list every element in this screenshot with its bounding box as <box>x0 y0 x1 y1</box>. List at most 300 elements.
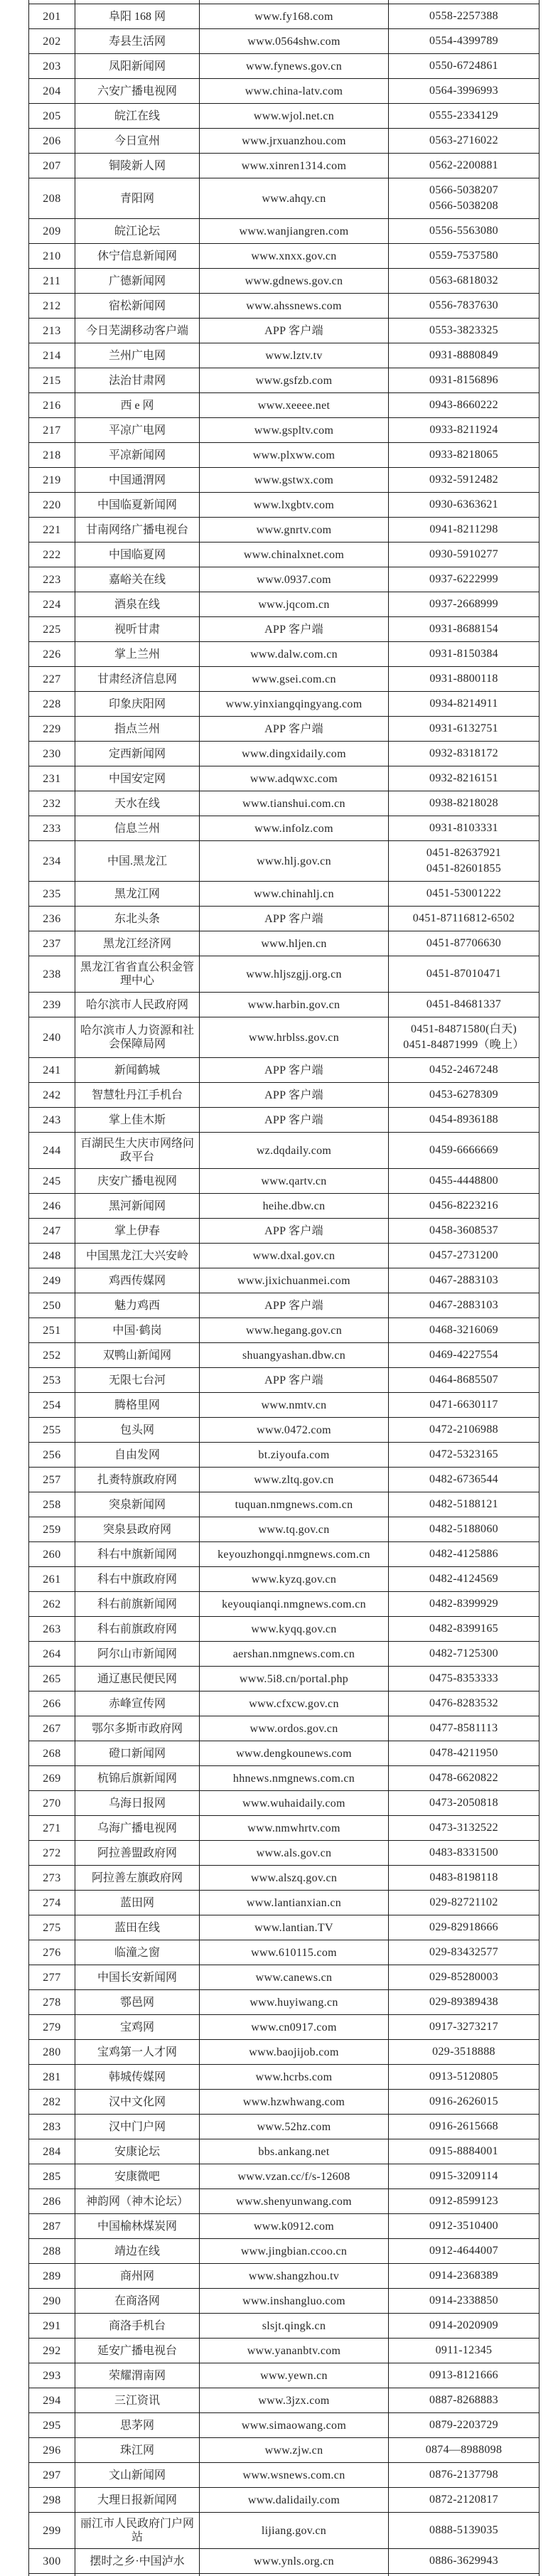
site-name-cell: 凤阳新闻网 <box>75 54 200 79</box>
row-number-cell: 219 <box>29 468 75 493</box>
row-number-cell: 265 <box>29 1667 75 1691</box>
phone-number: 0476-8283532 <box>391 1696 537 1711</box>
site-url-cell: www.nmwhrtv.com <box>200 1816 389 1841</box>
site-url-cell: www.chinalxnet.com <box>200 543 389 567</box>
site-name-cell: 青阳网 <box>75 178 200 219</box>
site-url-cell: www.jingbian.ccoo.cn <box>200 2239 389 2264</box>
phone-number: 0472-5323165 <box>391 1447 537 1463</box>
table-row <box>29 667 539 692</box>
phone-cell <box>389 543 539 567</box>
row-number-cell: 235 <box>29 882 75 907</box>
phone-cell <box>389 882 539 907</box>
table-row <box>29 2488 539 2513</box>
row-number-cell: 213 <box>29 319 75 343</box>
site-url-cell: www.dxal.gov.cn <box>200 1244 389 1268</box>
phone-cell <box>389 1268 539 1293</box>
site-url-cell: www.wanjiangren.com <box>200 219 389 244</box>
row-number-cell: 263 <box>29 1617 75 1642</box>
table-row <box>29 1716 539 1741</box>
row-number-cell: 227 <box>29 667 75 692</box>
site-name-cell: 在商洛网 <box>75 2289 200 2314</box>
phone-number: 0937-2668999 <box>391 597 537 612</box>
site-url-cell: hhnews.nmgnews.com.cn <box>200 1766 389 1791</box>
row-number-cell: 262 <box>29 1592 75 1617</box>
row-number-cell: 290 <box>29 2289 75 2314</box>
phone-number: 0483-8198118 <box>391 1870 537 1886</box>
table-row <box>29 104 539 129</box>
site-name-cell: 中国·鹤岗 <box>75 1318 200 1343</box>
phone-cell <box>389 79 539 104</box>
phone-cell <box>389 1667 539 1691</box>
site-url-cell: www.zjw.cn <box>200 2438 389 2463</box>
phone-cell <box>389 1990 539 2015</box>
phone-number: 0941-8211298 <box>391 522 537 538</box>
phone-cell <box>389 2189 539 2214</box>
site-url-cell: slsjt.qingk.cn <box>200 2314 389 2339</box>
phone-number: 0564-3996993 <box>391 83 537 99</box>
site-name-cell: 新闻鹤城 <box>75 1058 200 1083</box>
site-name-cell: 安康微吧 <box>75 2164 200 2189</box>
phone-number: 0478-6620822 <box>391 1770 537 1786</box>
site-url-cell: APP 客户端 <box>200 717 389 742</box>
phone-cell <box>389 1418 539 1443</box>
site-url-cell: www.wuhaidaily.com <box>200 1791 389 1816</box>
site-url-cell: www.gsei.com.cn <box>200 667 389 692</box>
phone-cell <box>389 4 539 29</box>
row-number-cell: 264 <box>29 1642 75 1667</box>
phone-number: 0451-87706630 <box>391 936 537 951</box>
table-row <box>29 2549 539 2574</box>
phone-cell <box>389 1318 539 1343</box>
phone-number: 0451-82601855 <box>391 861 537 877</box>
row-number-cell: 239 <box>29 993 75 1017</box>
table-row <box>29 791 539 816</box>
site-name-cell: 包头网 <box>75 1418 200 1443</box>
phone-cell <box>389 1915 539 1940</box>
phone-cell <box>389 667 539 692</box>
row-number-cell: 261 <box>29 1567 75 1592</box>
site-url-cell: www.gdnews.gov.cn <box>200 269 389 294</box>
table-row <box>29 2339 539 2363</box>
site-name-cell: 黑龙江经济网 <box>75 931 200 956</box>
table-row <box>29 642 539 667</box>
phone-cell <box>389 1741 539 1766</box>
site-url-cell: www.inshangluo.com <box>200 2289 389 2314</box>
phone-number: 0455-4448800 <box>391 1173 537 1189</box>
phone-number: 0471-6630117 <box>391 1397 537 1413</box>
phone-number: 0916-2626015 <box>391 2094 537 2110</box>
site-url-cell: wz.dqdaily.com <box>200 1133 389 1169</box>
site-url-cell: APP 客户端 <box>200 1083 389 1108</box>
site-url-cell: www.qartv.cn <box>200 1169 389 1194</box>
phone-cell <box>389 617 539 642</box>
site-url-cell: www.yewn.cn <box>200 2363 389 2388</box>
phone-cell <box>389 956 539 993</box>
row-number-cell: 209 <box>29 219 75 244</box>
site-url-cell: www.ahqy.cn <box>200 178 389 219</box>
site-name-cell: 今日芜湖移动客户端 <box>75 319 200 343</box>
site-name-cell: 黑龙江网 <box>75 882 200 907</box>
site-name-cell: 延安广播电视台 <box>75 2339 200 2363</box>
row-number-cell: 291 <box>29 2314 75 2339</box>
row-number-cell: 233 <box>29 816 75 841</box>
site-name-cell: 靖边在线 <box>75 2239 200 2264</box>
table-row <box>29 319 539 343</box>
table-row <box>29 269 539 294</box>
row-number-cell: 277 <box>29 1965 75 1990</box>
site-name-cell: 黑河新闻网 <box>75 1194 200 1219</box>
row-number-cell: 254 <box>29 1393 75 1418</box>
phone-number: 0932-8318172 <box>391 746 537 761</box>
table-row <box>29 1617 539 1642</box>
table-row <box>29 2513 539 2549</box>
row-number-cell: 211 <box>29 269 75 294</box>
phone-cell <box>389 1517 539 1542</box>
site-url-cell: www.52hz.com <box>200 2115 389 2139</box>
table-row <box>29 54 539 79</box>
table-row <box>29 1667 539 1691</box>
phone-number: 0563-2716022 <box>391 133 537 149</box>
site-name-cell: 突泉县政府网 <box>75 1517 200 1542</box>
site-name-cell: 掌上佳木斯 <box>75 1108 200 1133</box>
phone-cell <box>389 567 539 592</box>
row-number-cell: 228 <box>29 692 75 717</box>
site-url-cell: www.dalw.com.cn <box>200 642 389 667</box>
phone-cell <box>389 54 539 79</box>
site-url-cell: www.harbin.gov.cn <box>200 993 389 1017</box>
phone-cell <box>389 368 539 393</box>
site-url-cell: www.plxww.com <box>200 443 389 468</box>
site-url-cell: www.dengkounews.com <box>200 1741 389 1766</box>
table-row <box>29 567 539 592</box>
site-url-cell: www.kyzq.gov.cn <box>200 1567 389 1592</box>
site-url-cell: www.hrblss.gov.cn <box>200 1017 389 1058</box>
table-row <box>29 79 539 104</box>
site-url-cell: www.zltq.gov.cn <box>200 1468 389 1492</box>
site-name-cell: 腾格里网 <box>75 1393 200 1418</box>
phone-cell <box>389 2339 539 2363</box>
site-name-cell: 科右中旗新闻网 <box>75 1542 200 1567</box>
row-number-cell: 249 <box>29 1268 75 1293</box>
phone-cell <box>389 1866 539 1891</box>
site-name-cell: 指点兰州 <box>75 717 200 742</box>
site-name-cell: 思茅网 <box>75 2413 200 2438</box>
site-name-cell: 印象庆阳网 <box>75 692 200 717</box>
site-name-cell: 皖江在线 <box>75 104 200 129</box>
phone-cell <box>389 1393 539 1418</box>
phone-number: 0457-2731200 <box>391 1248 537 1263</box>
phone-cell <box>389 2090 539 2115</box>
phone-number: 0930-5910277 <box>391 547 537 562</box>
phone-number: 0482-6736544 <box>391 1472 537 1487</box>
table-row <box>29 4 539 29</box>
phone-number: 0888-5139035 <box>391 2523 537 2538</box>
phone-cell <box>389 1965 539 1990</box>
phone-cell <box>389 2549 539 2574</box>
phone-number: 0566-5038207 <box>391 183 537 198</box>
phone-cell <box>389 104 539 129</box>
phone-cell <box>389 907 539 931</box>
phone-number: 0482-5188121 <box>391 1497 537 1512</box>
phone-number: 0887-8268883 <box>391 2393 537 2408</box>
phone-cell <box>389 1492 539 1517</box>
row-number-cell: 232 <box>29 791 75 816</box>
phone-cell <box>389 1293 539 1318</box>
phone-cell <box>389 294 539 319</box>
phone-number: 0915-8884001 <box>391 2144 537 2159</box>
site-url-cell: www.hegang.gov.cn <box>200 1318 389 1343</box>
site-url-cell: www.k0912.com <box>200 2214 389 2239</box>
table-row <box>29 1293 539 1318</box>
row-number-cell: 225 <box>29 617 75 642</box>
phone-number: 0468-3216069 <box>391 1322 537 1338</box>
phone-number: 029-82721102 <box>391 1895 537 1910</box>
phone-cell <box>389 2314 539 2339</box>
site-url-cell: www.hzwhwang.com <box>200 2090 389 2115</box>
site-name-cell: 荣耀渭南网 <box>75 2363 200 2388</box>
site-name-cell: 摆时之乡·中国泸水 <box>75 2549 200 2574</box>
phone-cell <box>389 1443 539 1468</box>
phone-number: 0459-6666669 <box>391 1143 537 1158</box>
site-name-cell: 甘肃经济信息网 <box>75 667 200 692</box>
site-url-cell: www.adqwxc.com <box>200 766 389 791</box>
site-name-cell: 阿拉善左旗政府网 <box>75 1866 200 1891</box>
phone-cell <box>389 2239 539 2264</box>
table-row <box>29 2363 539 2388</box>
site-name-cell: 扎赉特旗政府网 <box>75 1468 200 1492</box>
row-number-cell: 221 <box>29 518 75 543</box>
table-row <box>29 2388 539 2413</box>
table-row <box>29 1443 539 1468</box>
row-number-cell: 260 <box>29 1542 75 1567</box>
phone-number: 0478-4211950 <box>391 1746 537 1761</box>
table-row <box>29 931 539 956</box>
table-row <box>29 368 539 393</box>
site-url-cell: www.wjol.net.cn <box>200 104 389 129</box>
row-number-cell: 216 <box>29 393 75 418</box>
table-row <box>29 2314 539 2339</box>
table-row <box>29 1816 539 1841</box>
site-url-cell: www.als.gov.cn <box>200 1841 389 1866</box>
phone-cell <box>389 1169 539 1194</box>
row-number-cell: 298 <box>29 2488 75 2513</box>
site-url-cell: www.shenyunwang.com <box>200 2189 389 2214</box>
site-name-cell: 双鸭山新闻网 <box>75 1343 200 1368</box>
row-number-cell: 234 <box>29 841 75 882</box>
site-url-cell: www.hljen.cn <box>200 931 389 956</box>
site-name-cell: 无限七台河 <box>75 1368 200 1393</box>
phone-cell <box>389 2574 539 2576</box>
phone-number: 0912-8599123 <box>391 2193 537 2209</box>
table-row <box>29 1343 539 1368</box>
phone-number: 029-3518888 <box>391 2044 537 2060</box>
row-number-cell: 295 <box>29 2413 75 2438</box>
row-number-cell: 207 <box>29 154 75 178</box>
table-row <box>29 1368 539 1393</box>
site-url-cell: www.xeeee.net <box>200 393 389 418</box>
table-row <box>29 1017 539 1058</box>
phone-cell <box>389 443 539 468</box>
row-number-cell: 250 <box>29 1293 75 1318</box>
phone-cell <box>389 1219 539 1244</box>
row-number-cell: 201 <box>29 4 75 29</box>
phone-number: 0452-2467248 <box>391 1062 537 1078</box>
row-number-cell: 252 <box>29 1343 75 1368</box>
site-url-cell: www.ordos.gov.cn <box>200 1716 389 1741</box>
phone-number: 0473-3132522 <box>391 1820 537 1836</box>
site-name-cell: 天水在线 <box>75 791 200 816</box>
phone-number: 0451-87010471 <box>391 966 537 982</box>
row-number-cell: 202 <box>29 29 75 54</box>
phone-number: 0931-8688154 <box>391 621 537 637</box>
row-number-cell: 206 <box>29 129 75 154</box>
site-url-cell: tuquan.nmgnews.com.cn <box>200 1492 389 1517</box>
site-name-cell: 东北头条 <box>75 907 200 931</box>
site-url-cell: APP 客户端 <box>200 1108 389 1133</box>
phone-cell <box>389 993 539 1017</box>
site-url-cell: www.610115.com <box>200 1940 389 1965</box>
phone-number: 0451-84871999（晚上） <box>391 1037 537 1053</box>
phone-number: 0876-2137798 <box>391 2467 537 2483</box>
website-directory-table <box>28 0 539 2576</box>
site-url-cell: www.tq.gov.cn <box>200 1517 389 1542</box>
row-number-cell: 292 <box>29 2339 75 2363</box>
phone-cell <box>389 1691 539 1716</box>
row-number-cell: 210 <box>29 244 75 269</box>
phone-cell <box>389 2264 539 2289</box>
phone-number: 0914-2020909 <box>391 2318 537 2334</box>
phone-number: 0553-3823325 <box>391 323 537 338</box>
phone-cell <box>389 1567 539 1592</box>
row-number-cell: 222 <box>29 543 75 567</box>
row-number-cell: 288 <box>29 2239 75 2264</box>
site-name-cell: 皖江论坛 <box>75 219 200 244</box>
phone-cell <box>389 1017 539 1058</box>
site-url-cell: APP 客户端 <box>200 1219 389 1244</box>
phone-number: 029-82918666 <box>391 1920 537 1935</box>
table-row <box>29 2040 539 2065</box>
phone-cell <box>389 1133 539 1169</box>
table-row <box>29 2115 539 2139</box>
site-url-cell: www.hcrbs.com <box>200 2065 389 2090</box>
site-name-cell: 商州网 <box>75 2264 200 2289</box>
phone-cell <box>389 2363 539 2388</box>
table-row <box>29 1542 539 1567</box>
phone-number: 0943-8660222 <box>391 397 537 413</box>
row-number-cell: 212 <box>29 294 75 319</box>
phone-cell <box>389 1816 539 1841</box>
row-number-cell: 203 <box>29 54 75 79</box>
row-number-cell: 300 <box>29 2549 75 2574</box>
phone-number: 0475-8353333 <box>391 1671 537 1687</box>
phone-number: 0879-2203729 <box>391 2417 537 2433</box>
row-number-cell: 248 <box>29 1244 75 1268</box>
site-name-cell: 自由发网 <box>75 1443 200 1468</box>
phone-cell <box>389 1368 539 1393</box>
phone-number: 0451-84681337 <box>391 997 537 1012</box>
site-name-cell: 宝鸡第一人才网 <box>75 2040 200 2065</box>
row-number-cell: 286 <box>29 2189 75 2214</box>
phone-number: 0556-7837630 <box>391 298 537 314</box>
row-number-cell: 293 <box>29 2363 75 2388</box>
phone-cell <box>389 2214 539 2239</box>
phone-number: 0874—8988098 <box>391 2442 537 2458</box>
row-number-cell: 244 <box>29 1133 75 1169</box>
site-name-cell: 信息兰州 <box>75 816 200 841</box>
phone-cell <box>389 319 539 343</box>
phone-number: 0558-2257388 <box>391 9 537 24</box>
table-row <box>29 1915 539 1940</box>
site-url-cell: www.lztv.tv <box>200 343 389 368</box>
table-row <box>29 294 539 319</box>
site-name-cell: 中国临夏新闻网 <box>75 493 200 518</box>
site-url-cell: www.lantian.TV <box>200 1915 389 1940</box>
table-body <box>29 0 539 2576</box>
phone-cell <box>389 219 539 244</box>
site-name-cell: 汉中门户网 <box>75 2115 200 2139</box>
row-number-cell: 208 <box>29 178 75 219</box>
table-row <box>29 1058 539 1083</box>
site-url-cell: www.tianshui.com.cn <box>200 791 389 816</box>
table-row <box>29 29 539 54</box>
site-name-cell: 临潼之窗 <box>75 1940 200 1965</box>
site-name-cell: 今日宣州 <box>75 129 200 154</box>
site-url-cell: APP 客户端 <box>200 1368 389 1393</box>
row-number-cell: 218 <box>29 443 75 468</box>
table-row <box>29 1468 539 1492</box>
row-number-cell: 267 <box>29 1716 75 1741</box>
phone-cell <box>389 2488 539 2513</box>
phone-cell <box>389 742 539 766</box>
row-number-cell: 294 <box>29 2388 75 2413</box>
phone-number: 0916-2615668 <box>391 2119 537 2134</box>
table-row <box>29 2214 539 2239</box>
phone-cell <box>389 692 539 717</box>
site-name-cell: 中国长安新闻网 <box>75 1965 200 1990</box>
row-number-cell: 283 <box>29 2115 75 2139</box>
table-row <box>29 617 539 642</box>
phone-number: 0911-12345 <box>391 2343 537 2358</box>
phone-number: 0912-4644007 <box>391 2243 537 2259</box>
table-row <box>29 592 539 617</box>
phone-number: 0482-5188060 <box>391 1522 537 1537</box>
table-row <box>29 692 539 717</box>
table-row <box>29 841 539 882</box>
phone-number: 029-89389438 <box>391 1994 537 2010</box>
phone-number: 0458-3608537 <box>391 1223 537 1239</box>
table-row <box>29 518 539 543</box>
phone-number: 0473-2050818 <box>391 1795 537 1811</box>
phone-cell <box>389 393 539 418</box>
row-number-cell: 285 <box>29 2164 75 2189</box>
row-number-cell: 266 <box>29 1691 75 1716</box>
row-number-cell: 276 <box>29 1940 75 1965</box>
phone-number: 0915-3209114 <box>391 2169 537 2184</box>
table-row <box>29 717 539 742</box>
phone-number: 0550-6724861 <box>391 58 537 74</box>
site-name-cell: 阜阳 168 网 <box>75 4 200 29</box>
phone-number: 0933-8218065 <box>391 447 537 463</box>
site-name-cell: 杭锦后旗新闻网 <box>75 1766 200 1791</box>
phone-number: 0566-5038208 <box>391 198 537 214</box>
site-name-cell: 定西新闻网 <box>75 742 200 766</box>
phone-number: 0932-5912482 <box>391 472 537 488</box>
table-row <box>29 219 539 244</box>
phone-cell <box>389 1617 539 1642</box>
row-number-cell: 299 <box>29 2513 75 2549</box>
site-name-cell: 中国榆林煤炭网 <box>75 2214 200 2239</box>
phone-number: 0931-8800118 <box>391 671 537 687</box>
